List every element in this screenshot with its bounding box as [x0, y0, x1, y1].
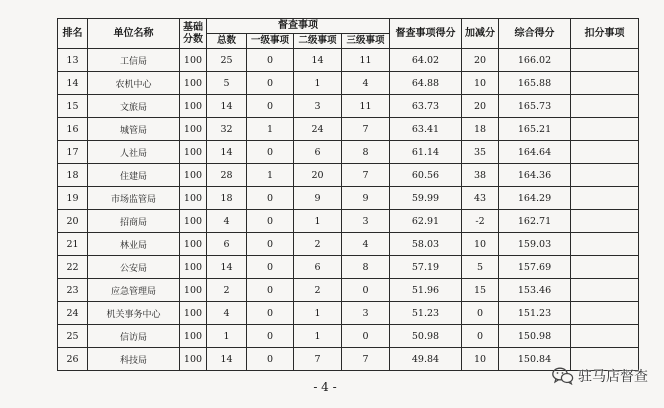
base-score-cell: 100: [180, 141, 207, 164]
level2-cell: 2: [294, 233, 342, 256]
deduction-items-cell: [571, 95, 639, 118]
rank-cell: 25: [58, 325, 88, 348]
adjustment-cell: 10: [462, 233, 499, 256]
level3-cell: 7: [342, 118, 390, 141]
rank-cell: 24: [58, 302, 88, 325]
composite-score-cell: 164.36: [499, 164, 571, 187]
table-row: [58, 210, 639, 233]
level3-cell: 7: [342, 164, 390, 187]
level2-cell: 3: [294, 95, 342, 118]
level3-cell: 8: [342, 256, 390, 279]
total-cell: 25: [207, 49, 247, 72]
base-score-cell: 100: [180, 95, 207, 118]
composite-score-cell: 164.64: [499, 141, 571, 164]
unit-name-cell: 市场监管局: [88, 187, 180, 210]
level3-cell: 4: [342, 72, 390, 95]
level3-cell: 3: [342, 302, 390, 325]
table-row: [58, 233, 639, 256]
base-score-cell: 100: [180, 348, 207, 371]
total-cell: 2: [207, 279, 247, 302]
adjustment-cell: 43: [462, 187, 499, 210]
unit-name-cell: 住建局: [88, 164, 180, 187]
supervision-score-cell: 59.99: [390, 187, 462, 210]
base-score-cell: 100: [180, 164, 207, 187]
rank-cell: 26: [58, 348, 88, 371]
level1-cell: 0: [247, 49, 294, 72]
level2-cell: 7: [294, 348, 342, 371]
rank-cell: 22: [58, 256, 88, 279]
unit-name-header: 单位名称: [88, 19, 180, 49]
rank-cell: 23: [58, 279, 88, 302]
adjustment-cell: 10: [462, 72, 499, 95]
total-cell: 14: [207, 256, 247, 279]
base-score-cell: 100: [180, 118, 207, 141]
supervision-score-cell: 51.23: [390, 302, 462, 325]
composite-score-cell: 157.69: [499, 256, 571, 279]
total-header: 总数: [207, 34, 247, 49]
page-number: - 4 -: [313, 380, 337, 394]
level3-cell: 9: [342, 187, 390, 210]
supervision-score-cell: 57.19: [390, 256, 462, 279]
adjustment-cell: 0: [462, 302, 499, 325]
composite-score-cell: 150.98: [499, 325, 571, 348]
watermark: [552, 366, 648, 386]
composite-score-cell: 151.23: [499, 302, 571, 325]
table-row: [58, 256, 639, 279]
adjustment-cell: 38: [462, 164, 499, 187]
table-row: [58, 279, 639, 302]
rank-cell: 15: [58, 95, 88, 118]
base-score-cell: 100: [180, 302, 207, 325]
supervision-score-cell: 58.03: [390, 233, 462, 256]
level2-cell: 9: [294, 187, 342, 210]
deduction-items-cell: [571, 164, 639, 187]
supervision-score-cell: 61.14: [390, 141, 462, 164]
deduction-items-cell: [571, 325, 639, 348]
level3-cell: 0: [342, 279, 390, 302]
deduction-items-cell: [571, 256, 639, 279]
composite-score-cell: 166.02: [499, 49, 571, 72]
base-score-header-line2: 分数: [183, 33, 203, 45]
level2-cell: 1: [294, 72, 342, 95]
table-row: [58, 164, 639, 187]
level1-cell: 0: [247, 256, 294, 279]
base-score-cell: 100: [180, 233, 207, 256]
unit-name-cell: 公安局: [88, 256, 180, 279]
adjustment-cell: 20: [462, 49, 499, 72]
table-row: [58, 118, 639, 141]
unit-name-cell: 文旅局: [88, 95, 180, 118]
total-cell: 4: [207, 210, 247, 233]
wechat-icon: [552, 367, 574, 385]
base-score-cell: 100: [180, 187, 207, 210]
supervision-score-cell: 49.84: [390, 348, 462, 371]
supervision-score-cell: 50.98: [390, 325, 462, 348]
adjustment-cell: 15: [462, 279, 499, 302]
supervision-score-cell: 60.56: [390, 164, 462, 187]
deduction-items-cell: [571, 118, 639, 141]
table-row: [58, 49, 639, 72]
adjustment-cell: -2: [462, 210, 499, 233]
rank-cell: 19: [58, 187, 88, 210]
rank-cell: 13: [58, 49, 88, 72]
level1-cell: 0: [247, 233, 294, 256]
level1-cell: 0: [247, 187, 294, 210]
base-score-cell: 100: [180, 279, 207, 302]
unit-name-cell: 农机中心: [88, 72, 180, 95]
deduction-items-cell: [571, 210, 639, 233]
level1-cell: 0: [247, 95, 294, 118]
deduction-items-header: 扣分事项: [571, 19, 639, 49]
total-cell: 14: [207, 141, 247, 164]
level2-cell: 14: [294, 49, 342, 72]
total-cell: 14: [207, 95, 247, 118]
base-score-cell: 100: [180, 72, 207, 95]
total-cell: 4: [207, 302, 247, 325]
table-row: [58, 325, 639, 348]
level1-header: 一级事项: [247, 34, 294, 49]
supervision-score-cell: 64.88: [390, 72, 462, 95]
level2-cell: 20: [294, 164, 342, 187]
adjustment-cell: 10: [462, 348, 499, 371]
rank-cell: 20: [58, 210, 88, 233]
unit-name-cell: 科技局: [88, 348, 180, 371]
level3-cell: 4: [342, 233, 390, 256]
level1-cell: 0: [247, 210, 294, 233]
level1-cell: 0: [247, 141, 294, 164]
level3-cell: 3: [342, 210, 390, 233]
deduction-items-cell: [571, 141, 639, 164]
supervision-score-cell: 63.73: [390, 95, 462, 118]
unit-name-cell: 招商局: [88, 210, 180, 233]
composite-score-header: 综合得分: [499, 19, 571, 49]
composite-score-cell: 162.71: [499, 210, 571, 233]
composite-score-cell: 153.46: [499, 279, 571, 302]
rank-cell: 17: [58, 141, 88, 164]
total-cell: 14: [207, 348, 247, 371]
level1-cell: 1: [247, 164, 294, 187]
deduction-items-cell: [571, 302, 639, 325]
table-row: [58, 187, 639, 210]
deduction-items-cell: [571, 279, 639, 302]
adjustment-cell: 18: [462, 118, 499, 141]
composite-score-cell: 164.29: [499, 187, 571, 210]
table-row: [58, 141, 639, 164]
level2-cell: 1: [294, 325, 342, 348]
level3-cell: 7: [342, 348, 390, 371]
unit-name-cell: 信访局: [88, 325, 180, 348]
level3-cell: 0: [342, 325, 390, 348]
base-score-header: [180, 19, 207, 49]
level2-cell: 2: [294, 279, 342, 302]
table-row: [58, 302, 639, 325]
unit-name-cell: 机关事务中心: [88, 302, 180, 325]
level2-cell: 6: [294, 141, 342, 164]
total-cell: 6: [207, 233, 247, 256]
rank-cell: 18: [58, 164, 88, 187]
level2-header: 二级事项: [294, 34, 342, 49]
rank-header: 排名: [58, 19, 88, 49]
score-table: [57, 18, 639, 371]
total-cell: 32: [207, 118, 247, 141]
supervision-score-cell: 62.91: [390, 210, 462, 233]
total-cell: 1: [207, 325, 247, 348]
base-score-header-line1: 基础: [183, 21, 203, 33]
deduction-items-cell: [571, 72, 639, 95]
table-row: [58, 72, 639, 95]
level1-cell: 0: [247, 302, 294, 325]
level2-cell: 1: [294, 210, 342, 233]
adjustment-cell: 0: [462, 325, 499, 348]
level1-cell: 0: [247, 72, 294, 95]
level2-cell: 24: [294, 118, 342, 141]
composite-score-cell: 150.84: [499, 348, 571, 371]
level1-cell: 0: [247, 279, 294, 302]
total-cell: 5: [207, 72, 247, 95]
composite-score-cell: 165.88: [499, 72, 571, 95]
level3-cell: 11: [342, 49, 390, 72]
unit-name-cell: 城管局: [88, 118, 180, 141]
level1-cell: 1: [247, 118, 294, 141]
unit-name-cell: 工信局: [88, 49, 180, 72]
supervision-score-header: 督查事项得分: [390, 19, 462, 49]
supervision-score-cell: 51.96: [390, 279, 462, 302]
unit-name-cell: 应急管理局: [88, 279, 180, 302]
header-row: [58, 19, 639, 34]
rank-cell: 16: [58, 118, 88, 141]
level2-cell: 1: [294, 302, 342, 325]
adjustment-cell: 5: [462, 256, 499, 279]
table-row: [58, 95, 639, 118]
total-cell: 18: [207, 187, 247, 210]
base-score-cell: 100: [180, 210, 207, 233]
watermark-text: 驻马店督查: [578, 369, 648, 385]
level3-header: 三级事项: [342, 34, 390, 49]
level3-cell: 11: [342, 95, 390, 118]
level2-cell: 6: [294, 256, 342, 279]
supervision-score-cell: 64.02: [390, 49, 462, 72]
deduction-items-cell: [571, 187, 639, 210]
composite-score-cell: 165.73: [499, 95, 571, 118]
supervision-score-cell: 63.41: [390, 118, 462, 141]
level1-cell: 0: [247, 325, 294, 348]
level1-cell: 0: [247, 348, 294, 371]
base-score-cell: 100: [180, 256, 207, 279]
adjustment-cell: 20: [462, 95, 499, 118]
adjustment-cell: 35: [462, 141, 499, 164]
deduction-items-cell: [571, 233, 639, 256]
adjustment-header: 加减分: [462, 19, 499, 49]
total-cell: 28: [207, 164, 247, 187]
rank-cell: 21: [58, 233, 88, 256]
composite-score-cell: 159.03: [499, 233, 571, 256]
unit-name-cell: 林业局: [88, 233, 180, 256]
base-score-cell: 100: [180, 49, 207, 72]
table-body: [58, 49, 639, 371]
unit-name-cell: 人社局: [88, 141, 180, 164]
supervision-items-header: 督查事项: [207, 19, 390, 34]
composite-score-cell: 165.21: [499, 118, 571, 141]
deduction-items-cell: [571, 49, 639, 72]
base-score-cell: 100: [180, 325, 207, 348]
level3-cell: 8: [342, 141, 390, 164]
rank-cell: 14: [58, 72, 88, 95]
